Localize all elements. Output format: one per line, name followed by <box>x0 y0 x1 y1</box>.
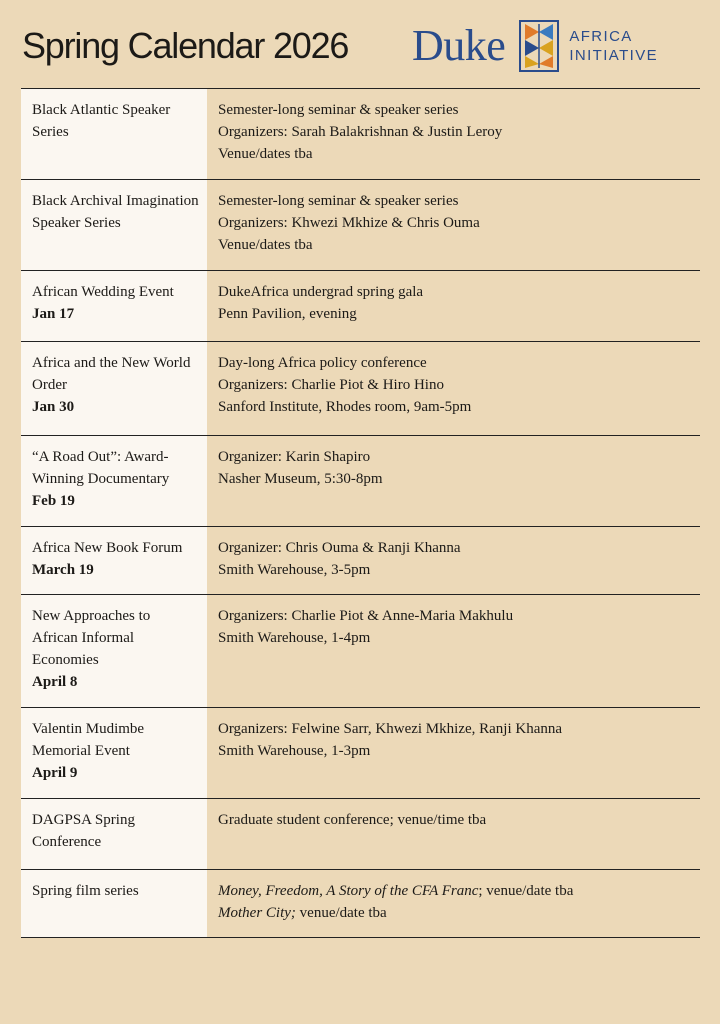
event-detail-line: Day-long Africa policy conference <box>218 355 427 371</box>
events-calendar-table <box>21 88 700 938</box>
event-detail-line: Money, Freedom, A Story of the CFA Franc; venue/date tba <box>218 883 574 899</box>
event-details-cell <box>207 799 700 870</box>
event-date: March 19 <box>32 562 94 578</box>
logo-wordmark: Duke <box>412 21 506 70</box>
event-details-cell <box>207 708 700 799</box>
film-title: Mother City; <box>218 905 296 921</box>
event-detail-line: Sanford Institute, Rhodes room, 9am-5pm <box>218 399 472 415</box>
event-name-cell <box>21 527 207 595</box>
event-detail-line: Venue/dates tba <box>218 146 313 162</box>
event-name-cell <box>21 870 207 938</box>
event-name: African Wedding Event <box>32 284 174 300</box>
event-date: Jan 17 <box>32 306 75 322</box>
kente-pattern-icon <box>519 20 559 72</box>
event-name: DAGPSA Spring Conference <box>32 812 135 850</box>
event-detail-line: Organizers: Sarah Balakrishnan & Justin Leroy <box>218 124 503 140</box>
event-name-cell <box>21 89 207 180</box>
event-date: Jan 30 <box>32 399 75 415</box>
table-row <box>21 708 700 799</box>
event-detail-line: Organizer: Chris Ouma & Ranji Khanna <box>218 540 461 556</box>
event-name-cell <box>21 708 207 799</box>
event-details-cell <box>207 527 700 595</box>
event-name-cell <box>21 799 207 870</box>
event-details-cell <box>207 271 700 342</box>
event-detail-line: Mother City; venue/date tba <box>218 905 387 921</box>
event-details-cell <box>207 89 700 180</box>
table-row <box>21 342 700 436</box>
logo-initiative-text: AFRICA INITIATIVE <box>569 28 659 64</box>
duke-africa-initiative-logo <box>412 18 658 74</box>
event-name: Valentin Mudimbe Memorial Event <box>32 721 145 759</box>
event-name-cell <box>21 342 207 436</box>
event-detail-line: Graduate student conference; venue/time tba <box>218 812 487 828</box>
table-row <box>21 89 700 180</box>
event-name: Africa New Book Forum <box>32 540 183 556</box>
event-date: Feb 19 <box>32 493 75 509</box>
event-detail-line: DukeAfrica undergrad spring gala <box>218 284 424 300</box>
event-date: April 8 <box>32 674 78 690</box>
event-detail-line: Organizer: Karin Shapiro <box>218 449 371 465</box>
event-name-cell <box>21 271 207 342</box>
event-name: New Approaches to African Informal Economies <box>32 608 151 668</box>
event-name-cell <box>21 180 207 271</box>
event-detail-line: Semester-long seminar & speaker series <box>218 102 459 118</box>
event-name: “A Road Out”: Award-Winning Documentary <box>32 449 170 487</box>
film-title: Money, Freedom, A Story of the CFA Franc <box>218 883 479 899</box>
event-detail-line: Semester-long seminar & speaker series <box>218 193 459 209</box>
event-detail-line: Penn Pavilion, evening <box>218 306 357 322</box>
table-row <box>21 180 700 271</box>
event-detail-line: Smith Warehouse, 1-3pm <box>218 743 371 759</box>
table-row <box>21 799 700 870</box>
table-row <box>21 595 700 708</box>
event-detail-line: Organizers: Charlie Piot & Hiro Hino <box>218 377 444 393</box>
page-title: Spring Calendar 2026 <box>22 25 349 66</box>
event-detail-line: Smith Warehouse, 3-5pm <box>218 562 371 578</box>
event-name: Spring film series <box>32 883 139 899</box>
event-detail-line: Nasher Museum, 5:30-8pm <box>218 471 383 487</box>
event-detail-line: Organizers: Felwine Sarr, Khwezi Mkhize, Ranji Khanna <box>218 721 563 737</box>
event-details-cell <box>207 342 700 436</box>
event-details-cell <box>207 595 700 708</box>
event-detail-line: Organizers: Khwezi Mkhize & Chris Ouma <box>218 215 480 231</box>
event-detail-line: Organizers: Charlie Piot & Anne-Maria Makhulu <box>218 608 514 624</box>
table-row <box>21 527 700 595</box>
event-details-cell <box>207 870 700 938</box>
event-details-cell <box>207 436 700 527</box>
event-name-cell <box>21 436 207 527</box>
event-name-cell <box>21 595 207 708</box>
event-details-cell <box>207 180 700 271</box>
table-row <box>21 271 700 342</box>
event-detail-line: Venue/dates tba <box>218 237 313 253</box>
event-name: Black Atlantic Speaker Series <box>32 102 171 140</box>
event-date: April 9 <box>32 765 78 781</box>
table-row <box>21 436 700 527</box>
event-name: Africa and the New World Order <box>32 355 191 393</box>
event-name: Black Archival Imagination Speaker Series <box>32 193 199 231</box>
event-detail-line: Smith Warehouse, 1-4pm <box>218 630 371 646</box>
table-row <box>21 870 700 938</box>
